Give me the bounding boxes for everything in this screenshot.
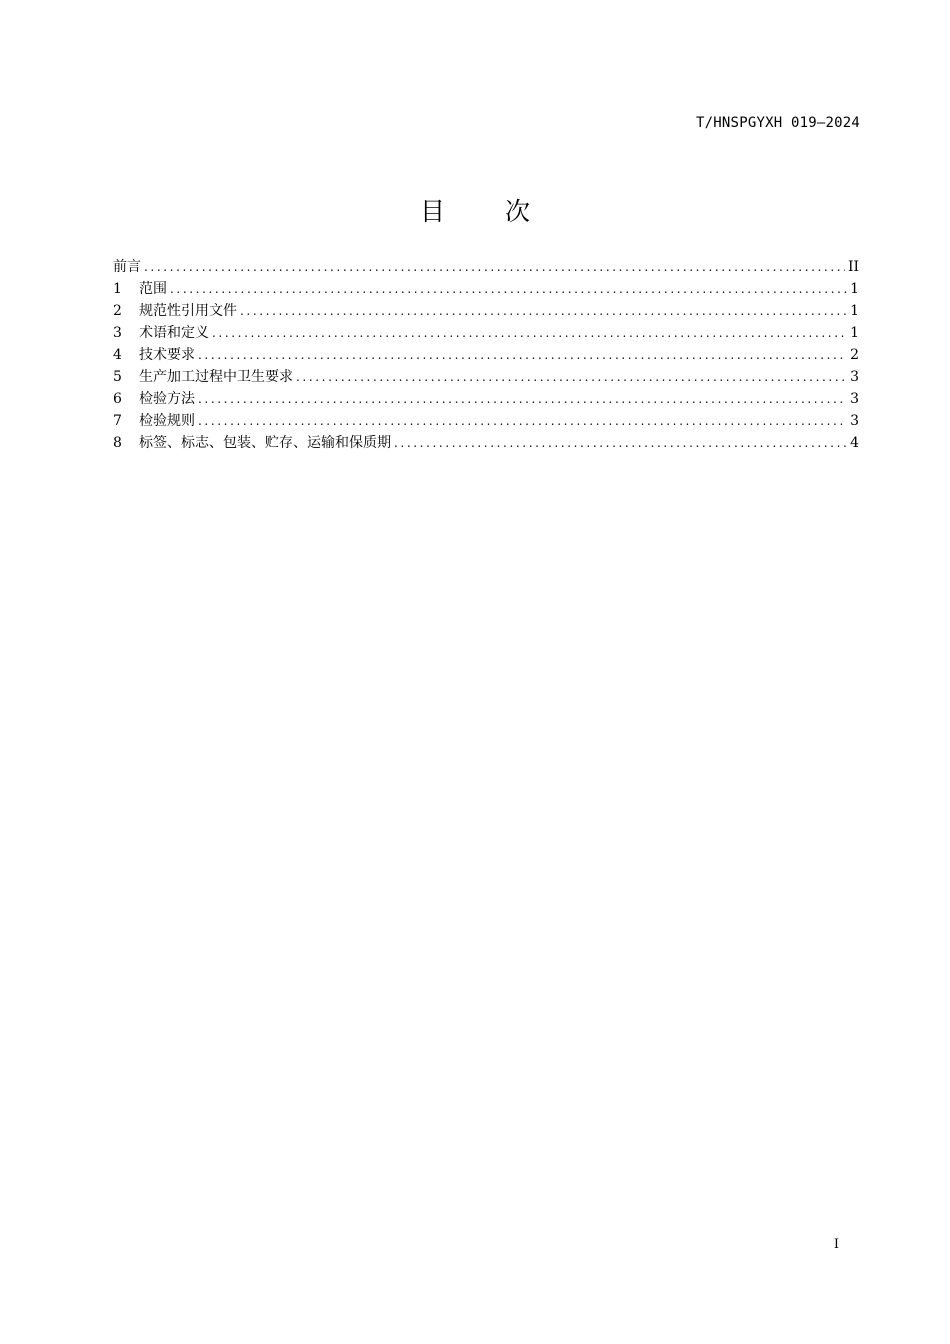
toc-entry-title: 规范性引用文件 (139, 303, 237, 319)
toc-leader-dots (198, 344, 847, 366)
toc-leader-dots (144, 256, 845, 278)
toc-entry-4[interactable] (113, 344, 859, 366)
toc-entry-6[interactable] (113, 388, 859, 410)
toc-entry-title: 检验方法 (139, 391, 195, 407)
toc-leader-dots (198, 410, 847, 432)
toc-leader-dots (394, 432, 847, 454)
toc-entry-title: 标签、标志、包装、贮存、运输和保质期 (139, 435, 391, 451)
toc-entry-title: 前言 (113, 259, 141, 275)
toc-entry-8[interactable] (113, 432, 859, 454)
toc-entry-page: II (847, 259, 859, 275)
toc-entry-number: 1 (113, 281, 122, 297)
page-title: 目次 (419, 197, 590, 226)
table-of-contents (113, 256, 859, 454)
toc-entry-page: 1 (850, 303, 859, 319)
toc-entry-page: 3 (850, 413, 859, 429)
toc-entry-7[interactable] (113, 410, 859, 432)
toc-entry-3[interactable] (113, 322, 859, 344)
toc-entry-page: 1 (850, 281, 859, 297)
toc-entry-page: 2 (850, 347, 859, 363)
toc-leader-dots (170, 278, 847, 300)
toc-entry-title: 检验规则 (139, 413, 195, 429)
toc-entry-foreword[interactable] (113, 256, 859, 278)
toc-entry-page: 3 (850, 369, 859, 385)
toc-entry-page: 4 (850, 435, 859, 451)
document-code: T/HNSPGYXH 019—2024 (696, 115, 860, 131)
toc-entry-number: 6 (113, 391, 122, 407)
toc-entry-number: 2 (113, 303, 122, 319)
toc-entry-5[interactable] (113, 366, 859, 388)
toc-entry-title: 技术要求 (139, 347, 195, 363)
page-number: I (833, 1237, 839, 1252)
toc-leader-dots (198, 388, 847, 410)
toc-entry-2[interactable] (113, 300, 859, 322)
toc-entry-number: 5 (113, 369, 122, 385)
toc-entry-number: 3 (113, 325, 122, 341)
toc-entry-1[interactable] (113, 278, 859, 300)
toc-entry-title: 生产加工过程中卫生要求 (139, 369, 293, 385)
toc-entry-page: 3 (850, 391, 859, 407)
toc-leader-dots (296, 366, 847, 388)
toc-leader-dots (240, 300, 847, 322)
toc-entry-title: 术语和定义 (139, 325, 209, 341)
toc-entry-number: 8 (113, 435, 122, 451)
toc-entry-page: 1 (850, 325, 859, 341)
toc-entry-title: 范围 (139, 281, 167, 297)
toc-entry-number: 7 (113, 413, 122, 429)
toc-entry-number: 4 (113, 347, 122, 363)
toc-leader-dots (212, 322, 847, 344)
